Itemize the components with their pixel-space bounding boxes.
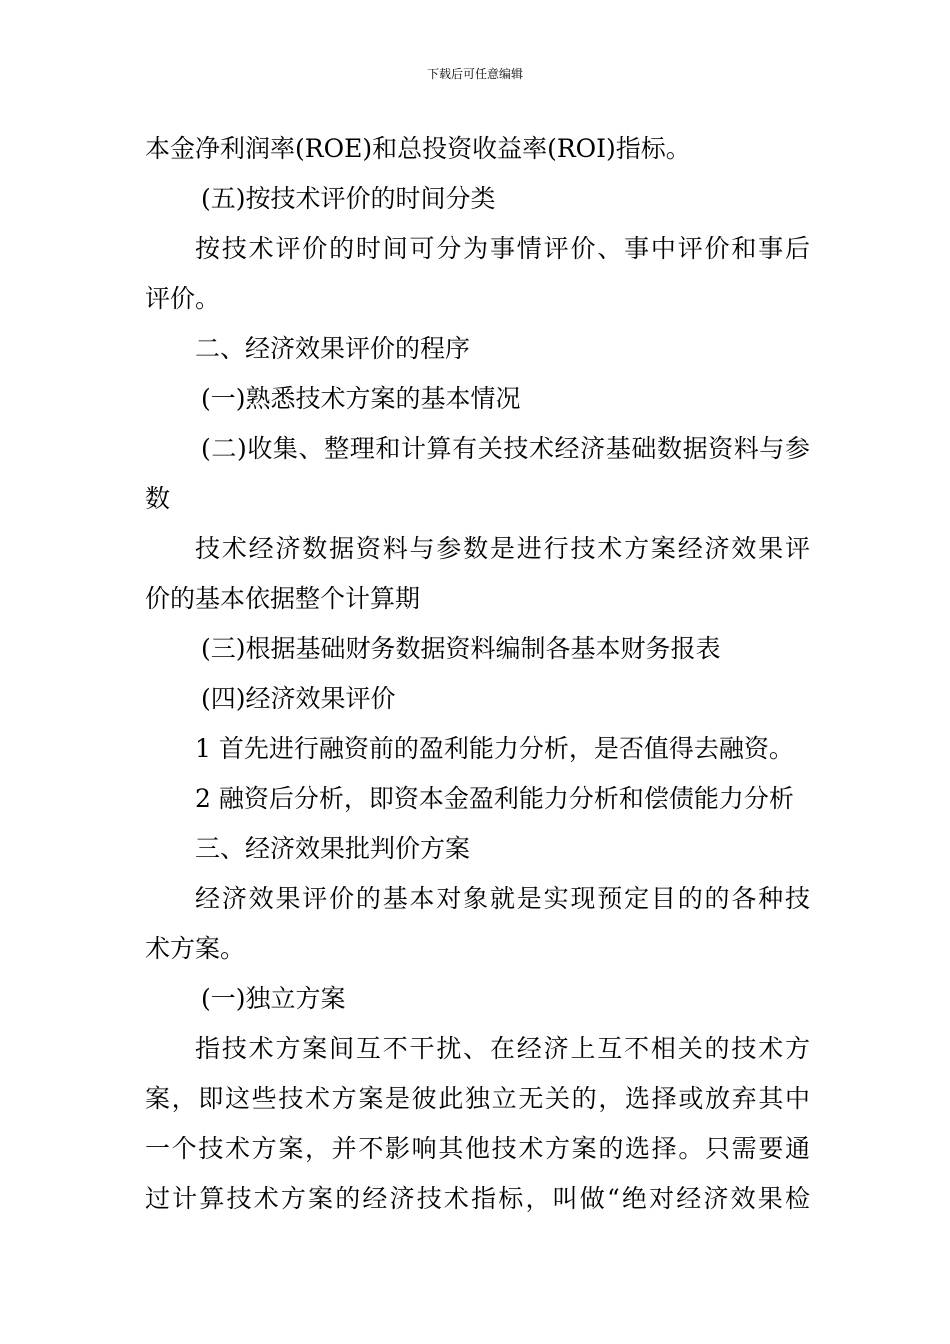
section-heading: (五)按技术评价的时间分类 bbox=[201, 184, 496, 213]
document-body bbox=[145, 124, 810, 1224]
section-heading: (四)经济效果评价 bbox=[201, 684, 396, 713]
text-line: 数 bbox=[145, 484, 171, 513]
section-heading: (三)根据基础财务数据资料编制各基本财务报表 bbox=[201, 634, 721, 663]
text-line: 指技术方案间互不干扰、在经济上互不相关的技术方 bbox=[195, 1034, 810, 1063]
section-heading: (一)熟悉技术方案的基本情况 bbox=[201, 384, 521, 413]
section-heading: 三、经济效果批判价方案 bbox=[195, 834, 471, 863]
text-line: 经济效果评价的基本对象就是实现预定目的的各种技 bbox=[195, 884, 810, 913]
text-line: 术方案。 bbox=[145, 934, 246, 963]
text-line: 价的基本依据整个计算期 bbox=[145, 584, 421, 613]
text-line: 评价。 bbox=[145, 284, 221, 313]
section-heading: (二)收集、整理和计算有关技术经济基础数据资料与参 bbox=[201, 434, 810, 463]
section-heading: 二、经济效果评价的程序 bbox=[195, 334, 471, 363]
list-item: 1 首先进行融资前的盈利能力分析，是否值得去融资。 bbox=[195, 734, 794, 763]
text-line: 按技术评价的时间可分为事情评价、事中评价和事后 bbox=[195, 234, 810, 263]
text-line: 本金净利润率(ROE)和总投资收益率(ROI)指标。 bbox=[145, 134, 691, 163]
list-item: 2 融资后分析，即资本金盈利能力分析和偿债能力分析 bbox=[195, 784, 794, 813]
text-line: 过计算技术方案的经济技术指标，叫做“绝对经济效果检 bbox=[145, 1184, 810, 1213]
text-line: 一个技术方案，并不影响其他技术方案的选择。只需要通 bbox=[145, 1134, 810, 1163]
page-header: 下载后可任意编辑 bbox=[426, 67, 523, 81]
text-line: 案，即这些技术方案是彼此独立无关的，选择或放弃其中 bbox=[145, 1084, 810, 1113]
text-line: 技术经济数据资料与参数是进行技术方案经济效果评 bbox=[195, 534, 810, 563]
section-heading: (一)独立方案 bbox=[201, 984, 346, 1013]
